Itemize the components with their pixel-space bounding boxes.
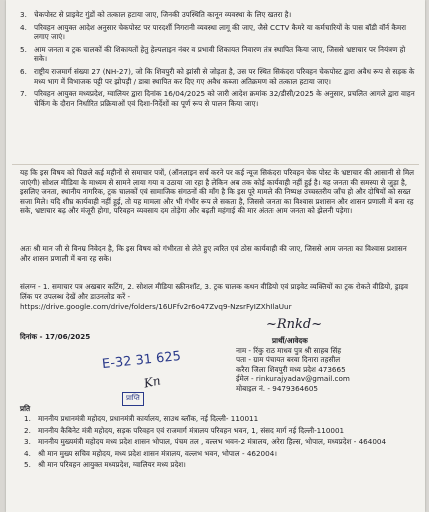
list-item-text: परिवहन आयुक्त मध्यप्रदेश, ग्वालियर द्वारा दिनांक 16/04/2025 को जारी आदेश क्रमांक 32/डीसी/2025 के अनुसार, प्रचलित आगले द्वारा वाहन चेकिंग के दौरान निर्धारित प्रक्रियाओं एवं दिशा-निर्देशों का पूर्ण रूप से पालन किया जाए।: [34, 89, 415, 108]
signature: ~Rnkd~: [266, 317, 323, 332]
request-paragraph: [20, 244, 416, 263]
list-item: [20, 67, 416, 86]
copy-label: प्रति: [20, 404, 31, 413]
list-item-text: माननीय मुख्यमंत्री महोदय मध्य प्रदेश शासन भोपाल, पंचम तल , वल्लभ भवन-2 मंत्रालय, अरेरा हिल्स, भोपाल, मध्यप्रदेश - 464004: [38, 437, 387, 447]
applicant-block: [236, 317, 421, 394]
received-number: E-32 31 625: [101, 348, 182, 373]
list-item-text: चेकपोस्ट से प्राइवेट गुंडों को तत्काल हटाया जाए, जिनकी उपस्थिति कानून व्यवस्था के लिए खतरा है।: [34, 10, 292, 19]
applicant-mobile: मोबाइल नं. - 9479364605: [236, 383, 318, 393]
list-item-text: श्री मान मुख्य सचिव महोदय, मध्य प्रदेश शासन मंत्रालय, वल्लभ भवन, भोपाल - 462004।: [38, 448, 277, 458]
list-item-text: राष्ट्रीय राजमार्ग संख्या 27 (NH-27), जो कि शिवपुरी को झांसी से जोड़ता है, उस पर स्थित सिकंदरा परिवहन चेकपोस्ट द्वारा अवैध रूप से सड़क के मध्य भाग में विभाजक पट्टी पर झोपड़ी / डाबा स्थापित कर दिए गए अवैध कब्जा अतिक्रमण को तत्काल हटाया जाए।: [34, 66, 415, 86]
list-item: [20, 10, 416, 20]
request-body: अतः श्री मान जी से विनम्र निवेदन है, कि इस विषय को गंभीरता से लेते हुए त्वरित एवं ठोस कार्यवाही की जाए, जिससे आम जनता का विश्वास प्रशासन और शासन प्रणाली में बना रह सके।: [20, 244, 407, 263]
applicant-name: नाम - रिंकु राठ माधव पुत्र श्री साहब सिंह: [236, 345, 342, 355]
drive-link[interactable]: https://drive.google.com/drive/folders/16UFfv2r6o47Zvq9-NzsrFyIZXhIlaUur: [20, 302, 292, 312]
list-item: [24, 426, 416, 436]
applicant-heading: प्रार्थी/आवेदक: [272, 336, 308, 345]
list-item-text: आम जनता व ट्रक चालकों की शिकायतों हेतु हेल्पलाइन नंबर व प्रभावी शिकायत निवारण तंत्र स्थापित किया जाए, जिससे भ्रष्टाचार पर नियंत्रण हो सके।: [34, 44, 406, 64]
list-item-number: 6.: [20, 66, 27, 76]
document-page: [6, 0, 425, 512]
receiver-signature: Kn: [142, 373, 162, 391]
list-item: [24, 460, 416, 470]
list-item: [20, 23, 416, 42]
main-paragraph: [20, 168, 416, 216]
list-item-number: 4.: [20, 22, 27, 32]
list-item-number: 3.: [20, 10, 27, 19]
list-item-number: 4.: [24, 448, 31, 458]
list-item-text: श्री मान परिवहन आयुक्त मध्यप्रदेश, ग्वालियर मध्य प्रदेश।: [38, 460, 186, 470]
list-item: [20, 89, 416, 108]
applicant-email: ईमेल - rinkurajyadav@gmail.com: [236, 374, 350, 384]
list-item: [24, 437, 416, 447]
list-item-number: 3.: [24, 437, 31, 447]
copy-list: [24, 414, 416, 472]
list-item-number: 2.: [24, 425, 31, 435]
list-item: [20, 45, 416, 64]
attachment-text: संलग्न - 1. समाचार पत्र अखबार कटिंग, 2. सोशल मीडिया स्क्रीनशॉट, 3. ट्रक चालक कथन वीडियो एवं प्राइवेट व्यक्तियों का ट्रक रोकते वीडियो, ड्राइव लिंक पर उपलब्ध देखें और डाउनलोड करें -: [20, 282, 408, 301]
list-item: [24, 414, 416, 424]
list-item-text: माननीय कैबिनेट मंत्री महोदय, सड़क परिवहन एवं राजमार्ग मंत्रालय परिवहन भवन, 1, संसद मार्ग नई दिल्ली-110001: [38, 425, 345, 435]
list-item-number: 5.: [24, 460, 31, 470]
list-item-text: माननीय प्रधानमंत्री महोदय, प्रधानमंत्री कार्यालय, साउथ ब्लॉक, नई दिल्ली- 110011: [38, 414, 259, 423]
list-item-number: 5.: [20, 44, 27, 54]
list-item: [24, 449, 416, 459]
paragraph-body: यह कि इस विषय को पिछले कई महीनों से समाचार पत्रों, (ऑनलाइन सर्च करने पर कई न्यूज सिकंदरा परिवहन चेक पोस्ट के भ्रष्टाचार की आसानी से मिल जाएंगी) सोशल मीडिया के माध्यम से सामने लाया गया व उठाया जा रहा है लेकिन अब तक कोई कार्यवाही नहीं हुई है। यह जनता की समस्या से जुड़ा है, इसलिए जनता, स्थानीय नागरिक, ट्रक चालकों एवं सामाजिक संगठनों की माँग है कि इस पूरे मामले की निष्पक्ष उच्चस्तरीय जाँच हो और दोषियों को सख्त सजा मिले। यदि शीघ्र कार्यवाही नहीं हुई, तो यह मामला और भी गंभीर रूप ले सकता है, जिससे जनता का विश्वास प्रशासन और शासन प्रणाली में बना रह सके, भ्रष्टाचार बढ़ और मंजूरी होगा, परिवहन व्यवसाय दम तोड़ेगा और बढ़ती महंगाई की मार अंततः आम जनता को झेलनी पड़ेगा।: [20, 168, 415, 216]
attachment-section: [20, 282, 416, 312]
section-divider: [12, 164, 419, 165]
applicant-address: पता - ग्राम पंचायत बरवा दिनारा तहसील: [236, 355, 341, 365]
received-stamp: प्राप्ति: [122, 392, 144, 406]
list-item-number: 1.: [24, 414, 31, 423]
date: दिनांक - 17/06/2025: [20, 332, 91, 341]
applicant-district: करैरा जिला शिवपुरी मध्य प्रदेश 473665: [236, 364, 346, 374]
list-item-text: परिवहन आयुक्त आदेश अनुसार चेकपोस्ट पर पारदर्शी निगरानी व्यवस्था लागू की जाए, जैसे CCTV कैमरे या कर्मचारियों के पास बॉडी वॉर्न कैमरा लगाए जाएं।: [34, 22, 406, 42]
demands-list: [20, 10, 416, 111]
list-item-number: 7.: [20, 89, 27, 99]
